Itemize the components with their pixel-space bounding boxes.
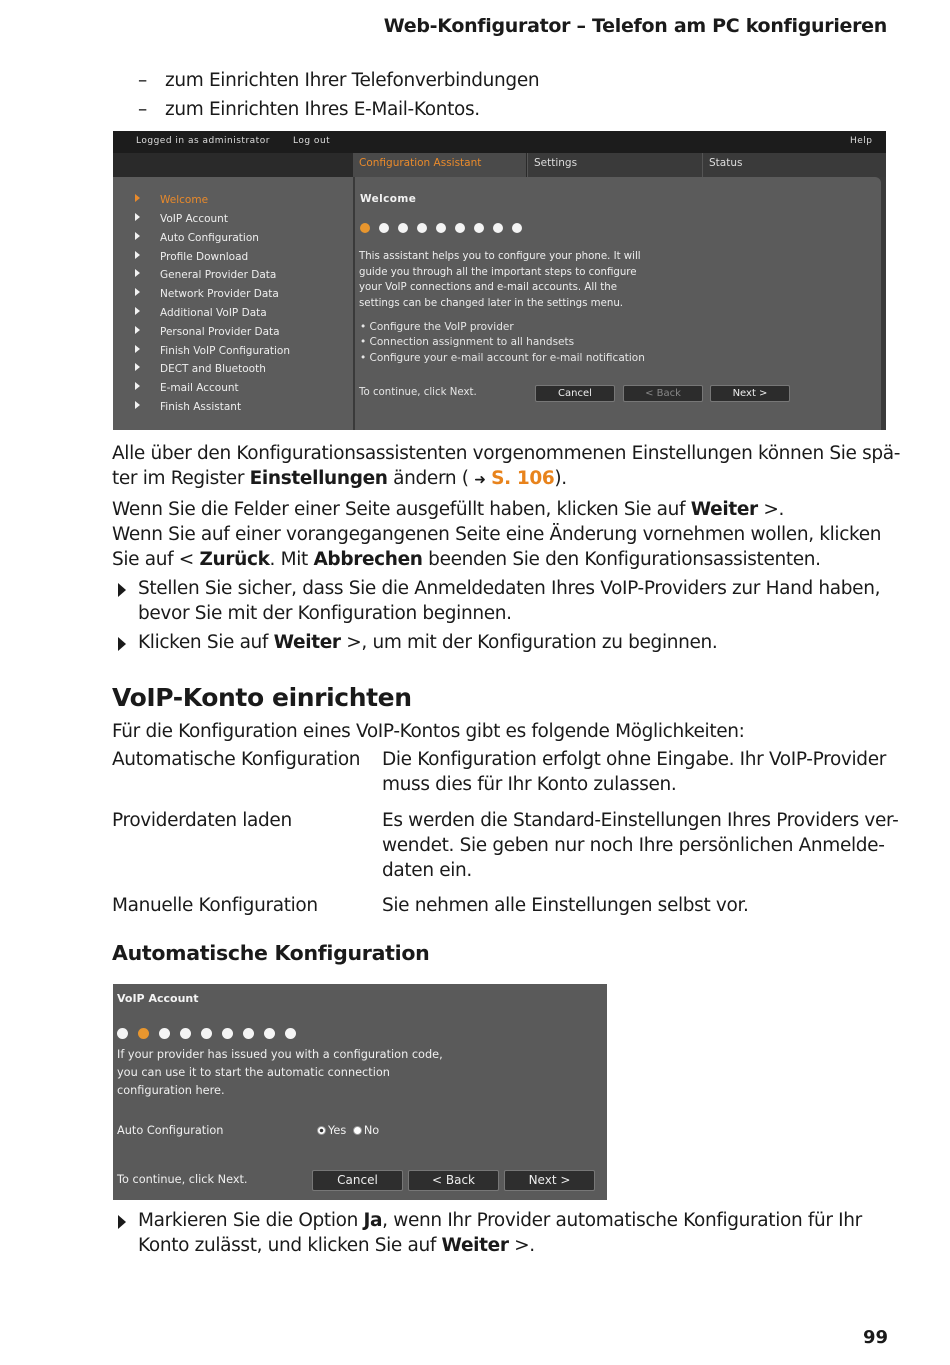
next-button[interactable]: Next > <box>710 385 790 402</box>
bullet-item: • Connection assignment to all handsets <box>360 336 575 348</box>
back-button[interactable]: < Back <box>623 385 703 402</box>
nav-item-general-provider-data[interactable]: General Provider Data <box>135 269 276 281</box>
running-header: Web-Konfigurator – Telefon am PC konfigurieren <box>383 15 887 37</box>
panel-heading: VoIP Account <box>117 992 199 1005</box>
screenshot-voip-account <box>113 984 607 1200</box>
nav-item-network-provider-data[interactable]: Network Provider Data <box>135 288 279 300</box>
tab-status[interactable]: Status <box>702 153 886 177</box>
paragraph: Alle über den Konfigurationsassistenten vorgenommenen Einstellungen können Sie spä- ter im Register Einstellungen ändern ( ➜ S. 106). <box>112 443 901 489</box>
next-button[interactable]: Next > <box>504 1170 595 1191</box>
option-term: Providerdaten laden <box>112 810 292 831</box>
description: If your provider has issued you with a configuration code, you can use it to start the automatic connection configuration here. <box>117 1048 443 1097</box>
nav-item-finish-assistant[interactable]: Finish Assistant <box>135 401 241 413</box>
option-desc: Es werden die Standard-Einstellungen Ihres Providers ver- wendet. Sie geben nur noch Ihre persönlichen Anmelde- daten ein. <box>382 810 899 881</box>
back-button[interactable]: < Back <box>408 1170 499 1191</box>
arrow-icon: ➜ <box>474 472 486 488</box>
nav-item-voip-account[interactable]: VoIP Account <box>135 213 228 225</box>
nav-item-welcome[interactable]: Welcome <box>135 194 208 206</box>
arrow-right-icon <box>135 269 140 277</box>
page-number: 99 <box>862 1327 888 1348</box>
arrow-right-icon <box>135 326 140 334</box>
panel-heading: Welcome <box>360 193 417 205</box>
radio-yes[interactable] <box>317 1126 326 1135</box>
progress-dot <box>243 1028 254 1039</box>
progress-dot <box>222 1028 233 1039</box>
nav-item-email-account[interactable]: E-mail Account <box>135 382 239 394</box>
nav-item-profile-download[interactable]: Profile Download <box>135 251 248 263</box>
progress-dot <box>379 223 389 233</box>
auto-configuration-label: Auto Configuration <box>117 1124 224 1137</box>
continue-hint: To continue, click Next. <box>359 387 477 398</box>
logout-link[interactable]: Log out <box>293 136 331 146</box>
arrow-right-icon <box>135 232 140 240</box>
arrow-right-icon <box>135 251 140 259</box>
arrow-right-icon <box>135 401 140 409</box>
step-arrow-icon <box>118 637 126 651</box>
auto-configuration-options: Yes No <box>317 1124 379 1137</box>
option-term: Manuelle Konfiguration <box>112 895 318 916</box>
step-arrow-icon <box>118 1215 126 1229</box>
progress-dot <box>285 1028 296 1039</box>
list-marker: – <box>138 70 147 91</box>
logged-in-status: Logged in as administrator <box>136 136 270 146</box>
progress-dot <box>159 1028 170 1039</box>
progress-dot <box>474 223 484 233</box>
step-arrow-icon <box>118 583 126 597</box>
step-item: Markieren Sie die Option Ja, wenn Ihr Provider automatische Konfiguration für Ihr Konto zulässt, und klicken Sie auf Weiter >. <box>138 1210 862 1256</box>
arrow-right-icon <box>135 345 140 353</box>
bullet-item: • Configure the VoIP provider <box>360 321 514 333</box>
progress-dot <box>512 223 522 233</box>
arrow-right-icon <box>135 363 140 371</box>
bullet-item: • Configure your e-mail account for e-mail notification <box>360 352 645 364</box>
option-term: Automatische Konfiguration <box>112 749 361 770</box>
progress-dot-current <box>360 223 370 233</box>
progress-dot <box>180 1028 191 1039</box>
radio-no[interactable] <box>353 1126 362 1135</box>
arrow-right-icon <box>135 307 140 315</box>
section-intro: Für die Konfiguration eines VoIP-Kontos gibt es folgende Möglichkeiten: <box>112 721 745 742</box>
cancel-button[interactable]: Cancel <box>312 1170 403 1191</box>
description: This assistant helps you to configure your phone. It will guide you through all the important steps to configure your VoIP connections and e-mail accounts. All the settings can be changed later in the settings menu. <box>359 251 641 309</box>
progress-dot <box>398 223 408 233</box>
page-reference-link[interactable]: S. 106 <box>491 468 555 489</box>
list-item: zum Einrichten Ihrer Telefonverbindungen <box>165 70 540 91</box>
progress-dots <box>360 223 531 233</box>
progress-dot <box>493 223 503 233</box>
continue-hint: To continue, click Next. <box>117 1173 248 1186</box>
nav-item-personal-provider-data[interactable]: Personal Provider Data <box>135 326 280 338</box>
help-link[interactable]: Help <box>850 136 873 146</box>
progress-dot <box>417 223 427 233</box>
option-desc: Sie nehmen alle Einstellungen selbst vor. <box>382 895 749 916</box>
progress-dots <box>117 1028 306 1039</box>
arrow-right-icon <box>135 194 140 202</box>
subsection-heading: Automatische Konfiguration <box>112 941 430 965</box>
cancel-button[interactable]: Cancel <box>535 385 615 402</box>
arrow-right-icon <box>135 288 140 296</box>
list-marker: – <box>138 99 147 120</box>
progress-dot <box>436 223 446 233</box>
section-heading: VoIP-Konto einrichten <box>112 683 412 712</box>
progress-dot <box>264 1028 275 1039</box>
step-item: Stellen Sie sicher, dass Sie die Anmeldedaten Ihres VoIP-Providers zur Hand haben, bevor Sie mit der Konfiguration beginnen. <box>138 578 881 624</box>
arrow-right-icon <box>135 213 140 221</box>
nav-item-finish-voip-configuration[interactable]: Finish VoIP Configuration <box>135 345 290 357</box>
progress-dot <box>455 223 465 233</box>
list-item: zum Einrichten Ihres E-Mail-Kontos. <box>165 99 480 120</box>
tab-settings[interactable]: Settings <box>527 153 702 177</box>
tab-configuration-assistant[interactable]: Configuration Assistant <box>353 153 526 177</box>
step-item: Klicken Sie auf Weiter >, um mit der Konfiguration zu beginnen. <box>138 632 718 653</box>
paragraph: Wenn Sie die Felder einer Seite ausgefüllt haben, klicken Sie auf Weiter >. Wenn Sie auf einer vorangegangenen Seite eine Änderung vornehmen wollen, klicken Sie auf < Zurück. Mit Abbrechen beenden Sie den Konfigurationsassistenten. <box>112 499 882 570</box>
nav-item-additional-voip-data[interactable]: Additional VoIP Data <box>135 307 267 319</box>
nav-item-auto-configuration[interactable]: Auto Configuration <box>135 232 259 244</box>
arrow-right-icon <box>135 382 140 390</box>
screenshot-welcome <box>113 131 886 430</box>
progress-dot <box>117 1028 128 1039</box>
progress-dot <box>201 1028 212 1039</box>
progress-dot-current <box>138 1028 149 1039</box>
nav-item-dect-bluetooth[interactable]: DECT and Bluetooth <box>135 363 266 375</box>
option-desc: Die Konfiguration erfolgt ohne Eingabe. Ihr VoIP-Provider muss dies für Ihr Konto zulassen. <box>382 749 886 795</box>
